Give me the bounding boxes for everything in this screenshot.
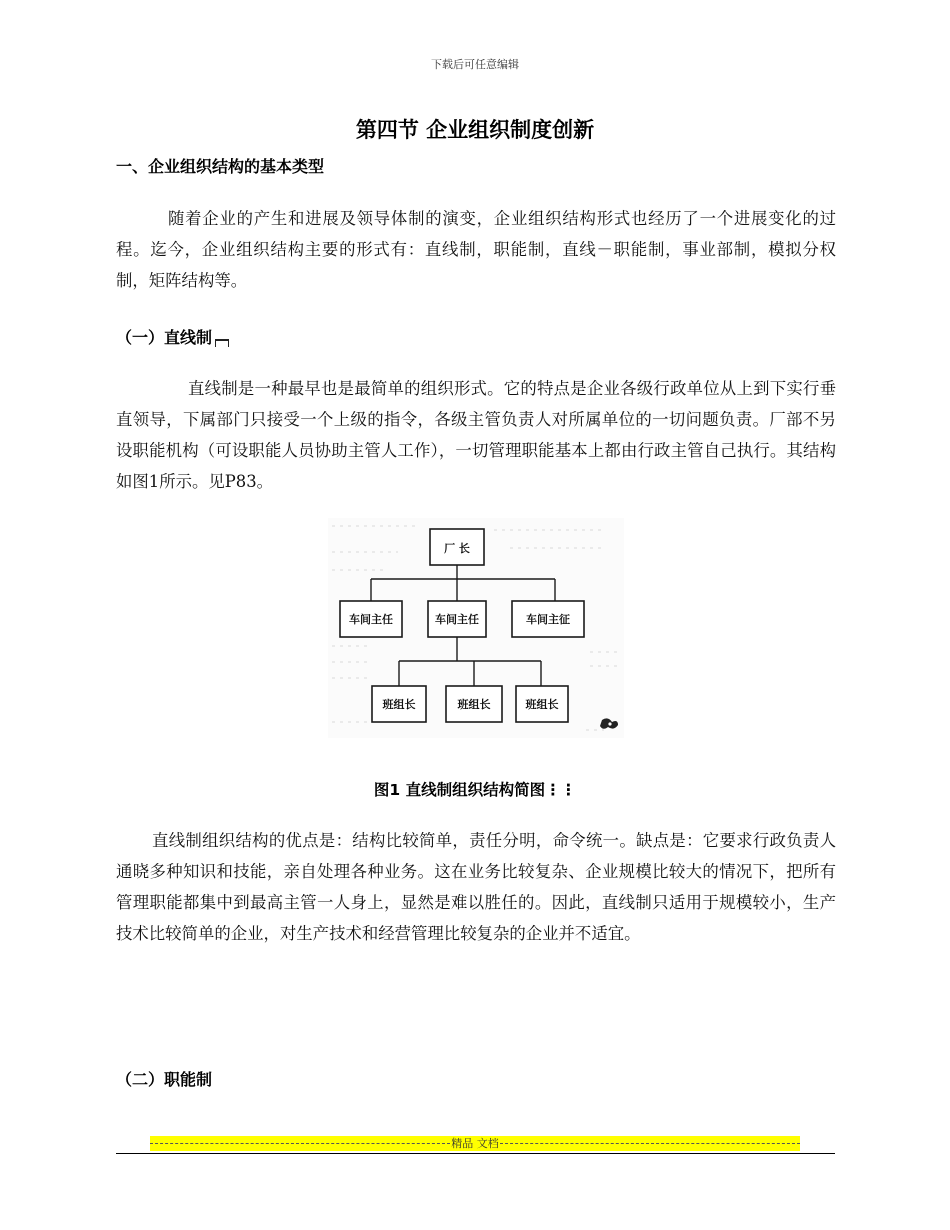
org-label-team-leader-2: 班组长 <box>457 698 491 711</box>
org-chart-figure <box>328 518 624 738</box>
subsection-heading-functional-system: （二）职能制 <box>116 1070 213 1089</box>
org-chart-svg <box>328 518 624 738</box>
subsection-heading-line-system <box>116 325 229 348</box>
footer-highlight-bar <box>150 1136 800 1151</box>
footer-rule <box>116 1153 835 1154</box>
footer-label: 精品 文档 <box>451 1137 499 1150</box>
org-label-team-leader-3: 班组长 <box>525 698 559 711</box>
figure-caption: 图1 直线制组织结构简图⋮⋮ <box>373 781 577 799</box>
scan-artifact-mark <box>215 339 229 347</box>
line-system-evaluation-paragraph: 直线制组织结构的优点是：结构比较简单，责任分明，命令统一。缺点是：它要求行政负责人通晓多种知识和技能，亲自处理各种业务。这在业务比较复杂、企业规模比较大的情况下，把所有管理职能都集中到最高主管一人身上，显然是难以胜任的。因此，直线制只适用于规模较小，生产技术比较简单的企业，对生产技术和经营管理比较复杂的企业并不适宜。 <box>116 831 836 943</box>
subsection-heading-text: （一）直线制 <box>116 328 213 347</box>
page-title: 第四节 企业组织制度创新 <box>355 118 595 142</box>
footer-dash-left <box>150 1143 450 1144</box>
org-label-workshop-1: 车间主任 <box>349 613 393 626</box>
intro-paragraph: 随着企业的产生和进展及领导体制的演变，企业组织结构形式也经历了一个进展变化的过程。迄今，企业组织结构主要的形式有：直线制，职能制，直线－职能制，事业部制，模拟分权制，矩阵结构等。 <box>116 209 836 290</box>
footer-dash-right <box>500 1143 800 1144</box>
org-label-workshop-3: 车间主征 <box>526 613 570 626</box>
header-note: 下载后可任意编辑 <box>431 58 519 71</box>
section-heading: 一、企业组织结构的基本类型 <box>116 157 325 176</box>
org-label-team-leader-1: 班组长 <box>382 698 416 711</box>
org-label-factory-director: 厂 长 <box>444 542 470 555</box>
line-system-paragraph: 直线制是一种最早也是最简单的组织形式。它的特点是企业各级行政单位从上到下实行垂直领导，下属部门只接受一个上级的指令，各级主管负责人对所属单位的一切问题负责。厂部不另设职能机构（可设职能人员协助主管人工作），一切管理职能基本上都由行政主管自己执行。其结构如图1所示。见P83。 <box>116 379 836 491</box>
org-label-workshop-2: 车间主任 <box>435 613 479 626</box>
